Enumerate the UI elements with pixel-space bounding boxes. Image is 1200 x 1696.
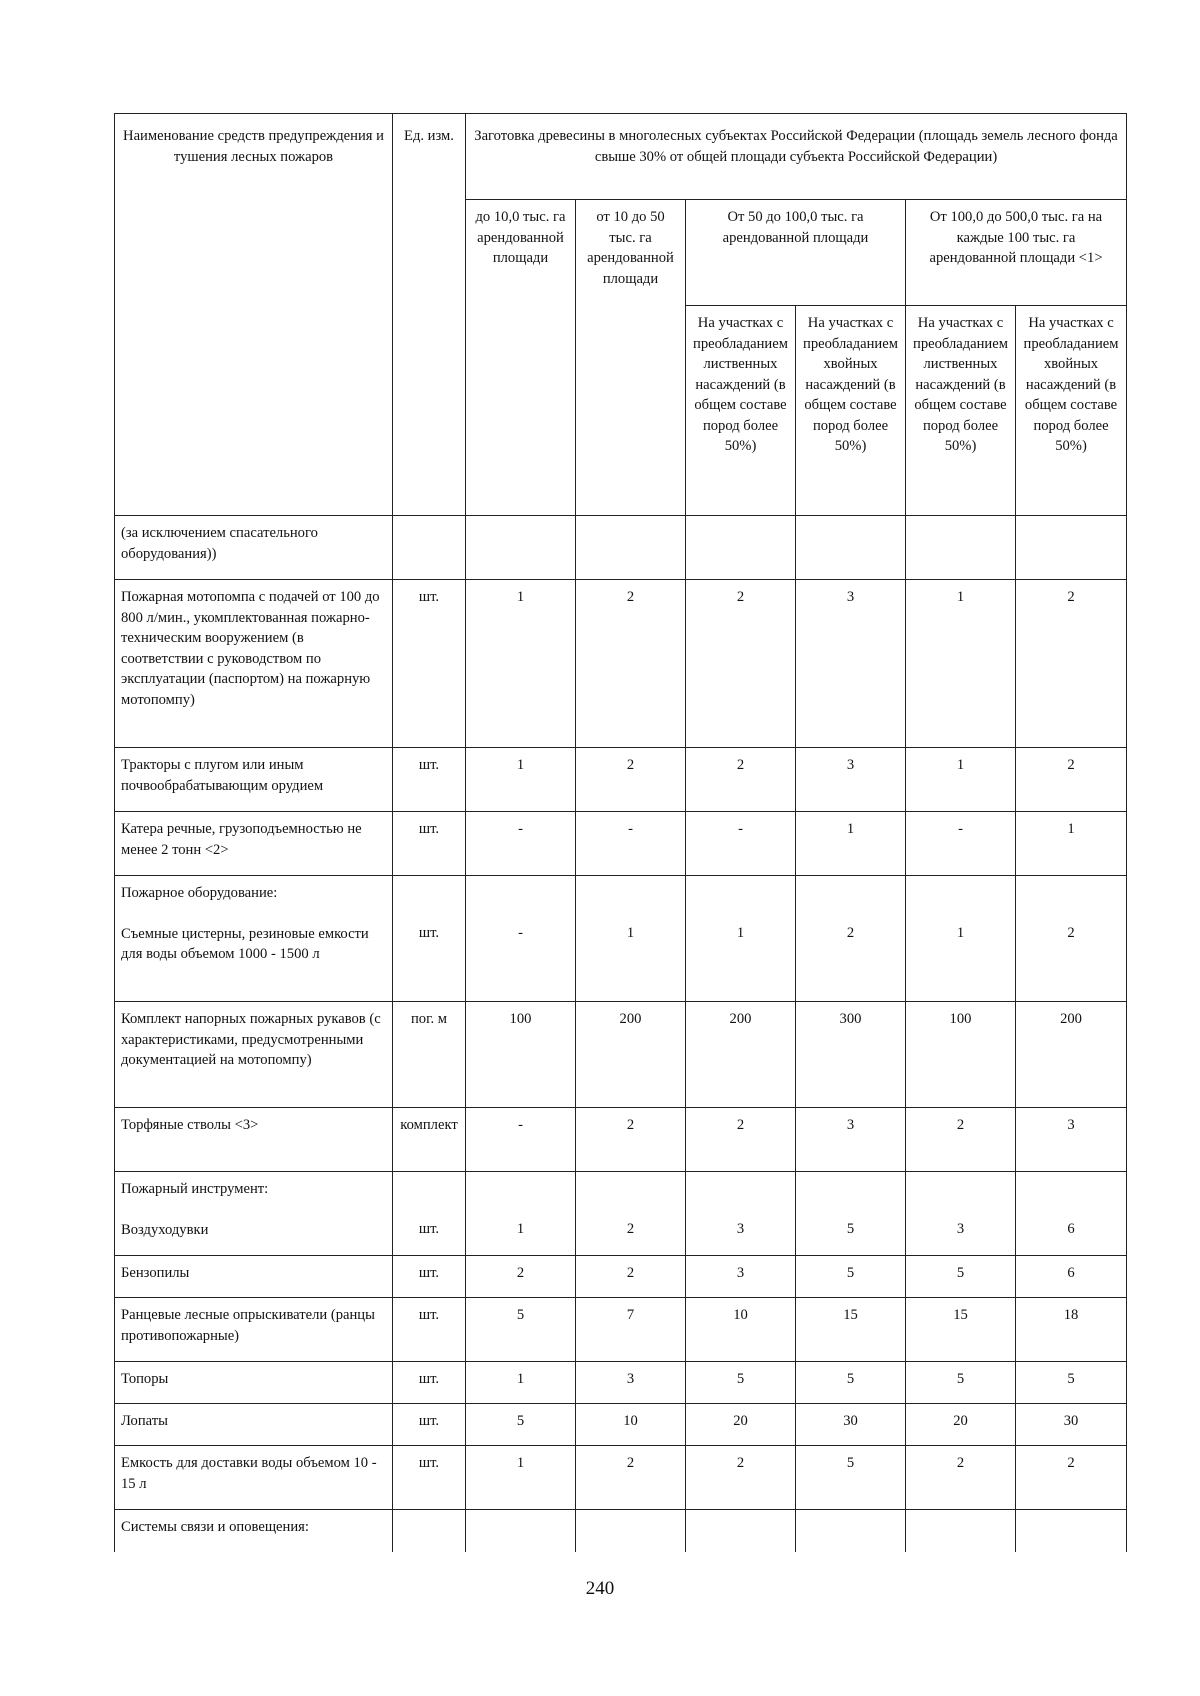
header-sub-deciduous-1: На участках с преобладанием лиственных насаждений (в общем составе пород более 50%) [686,306,796,516]
row-name: Ранцевые лесные опрыскиватели (ранцы противопожарные) [115,1298,393,1362]
row-unit: шт. [393,876,466,1002]
cell-value: 15 [906,1298,1016,1362]
cell-value: 1 [906,876,1016,1002]
cell-value: 2 [576,1108,686,1172]
cell-value: 2 [576,1172,686,1256]
cell-value: 5 [906,1362,1016,1404]
table-row [115,1108,1127,1172]
section-heading: Пожарный инструмент: [121,1181,269,1197]
cell-value: 1 [466,1446,576,1510]
cell-value: 1 [906,580,1016,748]
table-row [115,580,1127,748]
row-name: Катера речные, грузоподъемностью не менее 2 тонн <2> [115,812,393,876]
row-unit [393,516,466,580]
cell-value: 10 [576,1404,686,1446]
cell-value: 20 [686,1404,796,1446]
header-col-up-to-10: до 10,0 тыс. га арендованной площади [466,200,576,516]
cell-value: 3 [686,1172,796,1256]
cell-value: 1 [466,580,576,748]
section-heading: Пожарное оборудование: [121,885,278,901]
table-row [115,748,1127,812]
row-unit: шт. [393,1446,466,1510]
cell-value: 2 [576,580,686,748]
cell-value: 1 [906,748,1016,812]
cell-value: 30 [1016,1404,1127,1446]
row-unit: шт. [393,1298,466,1362]
header-sub-deciduous-2: На участках с преобладанием лиственных насаждений (в общем составе пород более 50%) [906,306,1016,516]
cell-value: 2 [686,748,796,812]
cell-value: - [466,812,576,876]
cell-value: - [466,876,576,1002]
table-row [115,1256,1127,1298]
cell-value: 5 [796,1256,906,1298]
cell-value: 6 [1016,1172,1127,1256]
row-unit: комплект [393,1108,466,1172]
row-unit: шт. [393,1172,466,1256]
cell-value: 2 [796,876,906,1002]
fire-equipment-norms-table [114,113,1127,1552]
cell-value: 100 [906,1002,1016,1108]
cell-value: 2 [576,748,686,812]
cell-value: 3 [1016,1108,1127,1172]
cell-value: 18 [1016,1298,1127,1362]
cell-value: 10 [686,1298,796,1362]
row-name: Емкость для доставки воды объемом 10 - 15 л [115,1446,393,1510]
cell-value: 15 [796,1298,906,1362]
header-sub-coniferous-2: На участках с преобладанием хвойных насаждений (в общем составе пород более 50%) [1016,306,1127,516]
cell-value: 2 [1016,748,1127,812]
cell-value: 3 [796,580,906,748]
cell-value: 3 [906,1172,1016,1256]
cell-value: 2 [906,1108,1016,1172]
table-row [115,1172,1127,1256]
cell-value: 1 [1016,812,1127,876]
cell-value: 20 [906,1404,1016,1446]
table-row [115,1362,1127,1404]
cell-value: 5 [796,1446,906,1510]
row-name: Бензопилы [115,1256,393,1298]
table-row [115,812,1127,876]
row-name: (за исключением спасательного оборудования)) [115,516,393,580]
cell-value: 30 [796,1404,906,1446]
cell-value: 2 [576,1256,686,1298]
cell-value: 5 [1016,1362,1127,1404]
cell-value: 200 [686,1002,796,1108]
cell-value: 1 [466,1362,576,1404]
cell-value: 2 [1016,580,1127,748]
cell-value: - [576,812,686,876]
cell-value: 5 [796,1172,906,1256]
header-sub-coniferous-1: На участках с преобладанием хвойных насаждений (в общем составе пород более 50%) [796,306,906,516]
row-name-text: Съемные цистерны, резиновые емкости для воды объемом 1000 - 1500 л [121,925,369,962]
cell-value: 5 [686,1362,796,1404]
row-name [115,1172,393,1256]
cell-value: 2 [686,580,796,748]
row-name: Торфяные стволы <3> [115,1108,393,1172]
cell-value: 1 [796,812,906,876]
row-unit: шт. [393,748,466,812]
header-name-column: Наименование средств предупреждения и тушения лесных пожаров [115,114,393,516]
cell-value: 200 [576,1002,686,1108]
table-row [115,1446,1127,1510]
page-number: 240 [585,1578,615,1599]
cell-value: 5 [796,1362,906,1404]
cell-value: 1 [466,748,576,812]
cell-value: - [906,812,1016,876]
cell-value: 1 [686,876,796,1002]
row-unit: шт. [393,1362,466,1404]
table-row [115,1510,1127,1552]
cell-value: 2 [686,1446,796,1510]
cell-value: - [466,1108,576,1172]
row-unit: шт. [393,580,466,748]
table-row [115,516,1127,580]
cell-value: 2 [1016,1446,1127,1510]
cell-value: 5 [466,1298,576,1362]
row-name-text: Воздуходувки [121,1221,209,1238]
row-unit: пог. м [393,1002,466,1108]
header-unit-column: Ед. изм. [393,114,466,516]
cell-value: 1 [466,1172,576,1256]
cell-value: 2 [906,1446,1016,1510]
cell-value: 2 [1016,876,1127,1002]
table-row [115,1404,1127,1446]
header-col-10-to-50: от 10 до 50 тыс. га арендованной площади [576,200,686,516]
cell-value: 3 [576,1362,686,1404]
cell-value: 6 [1016,1256,1127,1298]
row-name: Системы связи и оповещения: [115,1510,393,1552]
table-row [115,1002,1127,1108]
row-name: Лопаты [115,1404,393,1446]
row-unit: шт. [393,1256,466,1298]
cell-value: 2 [686,1108,796,1172]
cell-value: 7 [576,1298,686,1362]
cell-value: 3 [686,1256,796,1298]
cell-value: 3 [796,748,906,812]
cell-value: 200 [1016,1002,1127,1108]
cell-value: 3 [796,1108,906,1172]
cell-value: 1 [576,876,686,1002]
table-row [115,876,1127,1002]
cell-value: 300 [796,1002,906,1108]
row-name [115,876,393,1002]
cell-value: 5 [466,1404,576,1446]
cell-value: 2 [466,1256,576,1298]
row-name: Комплект напорных пожарных рукавов (с характеристиками, предусмотренными документацией на мотопомпу) [115,1002,393,1108]
row-name: Тракторы с плугом или иным почвообрабатывающим орудием [115,748,393,812]
header-col-100-to-500: От 100,0 до 500,0 тыс. га на каждые 100 тыс. га арендованной площади <1> [906,200,1127,306]
cell-value: 5 [906,1256,1016,1298]
row-unit: шт. [393,1404,466,1446]
table-row [115,1298,1127,1362]
row-name: Пожарная мотопомпа с подачей от 100 до 800 л/мин., укомплектованная пожарно-техническим вооружением (в соответствии с руководством по эксплуатации (паспортом) на пожарную мотопомпу) [115,580,393,748]
cell-value: 100 [466,1002,576,1108]
header-group-title: Заготовка древесины в многолесных субъектах Российской Федерации (площадь земель лесного фонда свыше 30% от общей площади субъекта Российской Федерации) [466,114,1127,200]
header-col-50-to-100: От 50 до 100,0 тыс. га арендованной площади [686,200,906,306]
row-name: Топоры [115,1362,393,1404]
cell-value: - [686,812,796,876]
row-unit: шт. [393,812,466,876]
cell-value: 2 [576,1446,686,1510]
